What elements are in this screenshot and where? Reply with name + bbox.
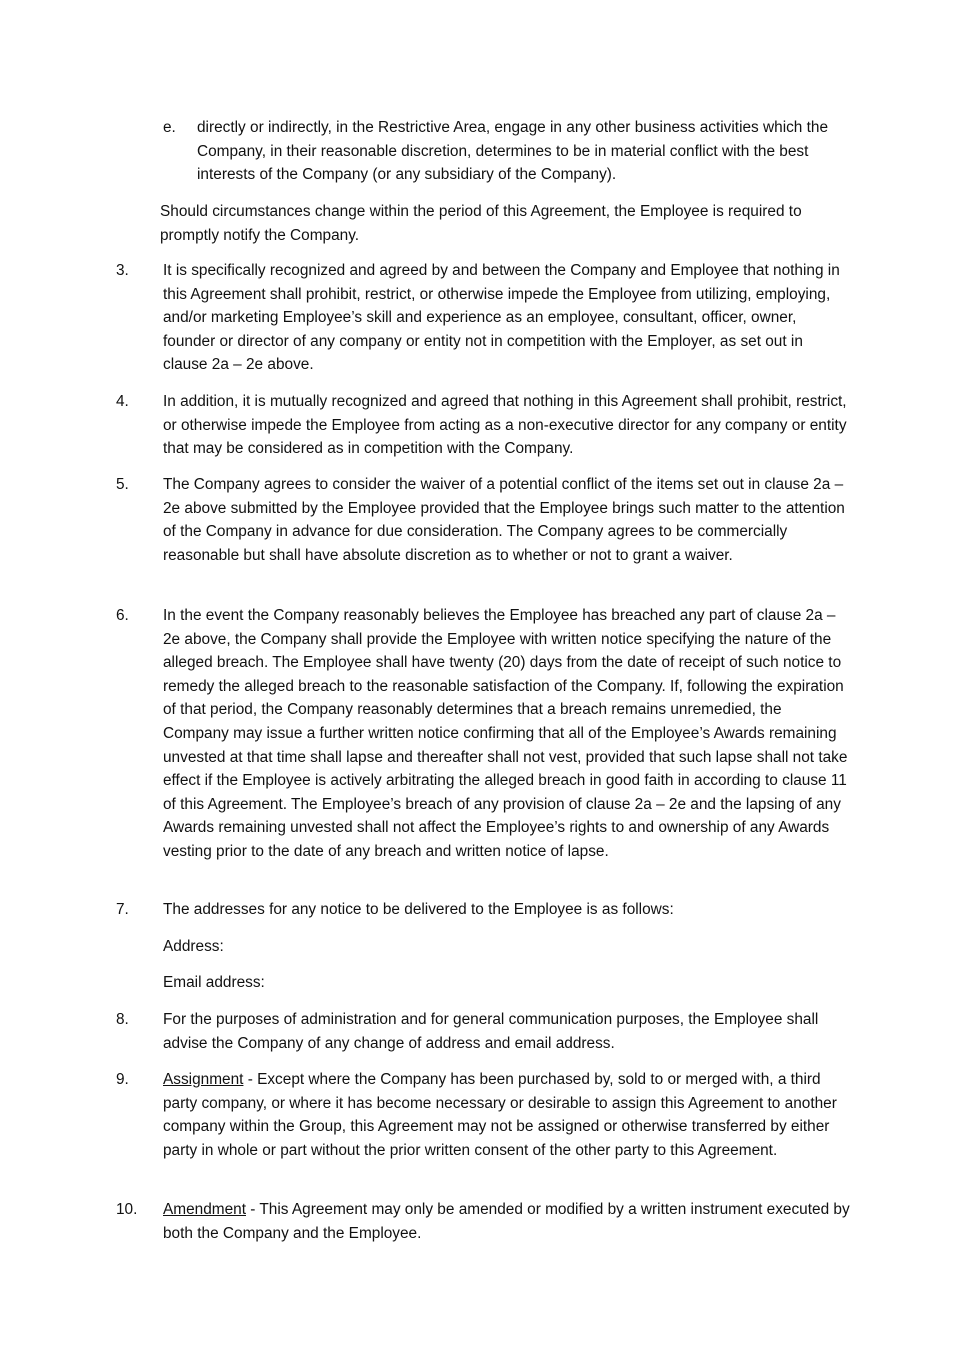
sub-item-e bbox=[163, 116, 853, 187]
clause-number: 3. bbox=[116, 262, 129, 279]
clause-text: In addition, it is mutually recognized and agreed that nothing in this Agreement shall prohibit, restrict, or otherwise impede the Employee from acting as a non-executive director for any company or entity that may be considered as in competition with the Company. bbox=[163, 393, 847, 458]
clause-text: It is specifically recognized and agreed by and between the Company and Employee that nothing in this Agreement shall prohibit, restrict, or otherwise impede the Employee from utilizing, employing, and/or marketing Employee’s skill and experience as an employee, consultant, officer, owner, founder or director of any company or entity not in competition with the Employer, as set out in clause 2a – 2e above. bbox=[163, 262, 840, 374]
clause-4 bbox=[116, 390, 851, 461]
clause-text: - This Agreement may only be amended or modified by a written instrument executed by both the Company and the Employee. bbox=[163, 1201, 850, 1242]
clause-3 bbox=[116, 259, 851, 377]
clause-number: 7. bbox=[116, 901, 129, 918]
clause-body bbox=[163, 1198, 851, 1245]
clause-text: For the purposes of administration and for general communication purposes, the Employee shall advise the Company of any change of address and email address. bbox=[163, 1011, 819, 1052]
clause-heading-assignment: Assignment bbox=[163, 1071, 244, 1088]
sub-item-marker: e. bbox=[163, 119, 176, 136]
change-notice-paragraph: Should circumstances change within the period of this Agreement, the Employee is required to promptly notify the Company. bbox=[160, 203, 802, 244]
clause-heading-amendment: Amendment bbox=[163, 1201, 246, 1218]
clause-9 bbox=[116, 1068, 851, 1162]
clause-number: 6. bbox=[116, 607, 129, 624]
clause-text: The Company agrees to consider the waiver of a potential conflict of the items set out in clause 2a – 2e above submitted by the Employee provided that the Employee brings such matter to the attention of the Company in advance for due consideration. The Company agrees to be commercially reasonable but shall have absolute discretion as to whether or not to grant a waiver. bbox=[163, 476, 845, 564]
clause-text: The addresses for any notice to be delivered to the Employee is as follows: bbox=[163, 901, 674, 918]
clause-text: In the event the Company reasonably believes the Employee has breached any part of clause 2a – 2e above, the Company shall provide the Employee with written notice specifying the nature of the alleged breach. The Employee shall have twenty (20) days from the date of receipt of such notice to remedy the alleged breach to the reasonable satisfaction of the Company. If, following the expiration of that period, the Company reasonably determines that a breach remains unremedied, the Company may issue a further written notice confirming that all of the Employee’s Awards remaining unvested at that time shall lapse and thereafter shall not vest, provided that such lapse shall not take effect if the Employee is actively arbitrating the alleged breach in good faith in according to clause 11 of this Agreement. The Employee’s breach of any provision of clause 2a – 2e and the lapsing of any Awards remaining unvested shall not affect the Employee’s rights to and ownership of any Awards vesting prior to the date of any breach and written notice of lapse. bbox=[163, 607, 848, 860]
clause-number: 5. bbox=[116, 476, 129, 493]
email-address-label: Email address: bbox=[163, 974, 265, 991]
clause-number: 4. bbox=[116, 393, 129, 410]
clause-6 bbox=[116, 604, 851, 864]
clause-7 bbox=[116, 898, 851, 922]
clause-number: 10. bbox=[116, 1201, 138, 1218]
clause-8 bbox=[116, 1008, 851, 1055]
clause-5 bbox=[116, 473, 851, 567]
sub-item-text: directly or indirectly, in the Restrictive Area, engage in any other business activities which the Company, in their reasonable discretion, determines to be in material conflict with the best interests of the Company (or any subsidiary of the Company). bbox=[197, 119, 829, 184]
clause-10 bbox=[116, 1198, 851, 1245]
clause-text: - Except where the Company has been purchased by, sold to or merged with, a third party company, or where it has become necessary or desirable to assign this Agreement to another company within the Group, this Agreement may not be assigned or otherwise transferred by either party in whole or part without the prior written consent of the other party to this Agreement. bbox=[163, 1071, 837, 1159]
clause-body bbox=[163, 1068, 851, 1162]
address-label: Address: bbox=[163, 938, 224, 955]
clause-number: 9. bbox=[116, 1071, 129, 1088]
clause-number: 8. bbox=[116, 1011, 129, 1028]
